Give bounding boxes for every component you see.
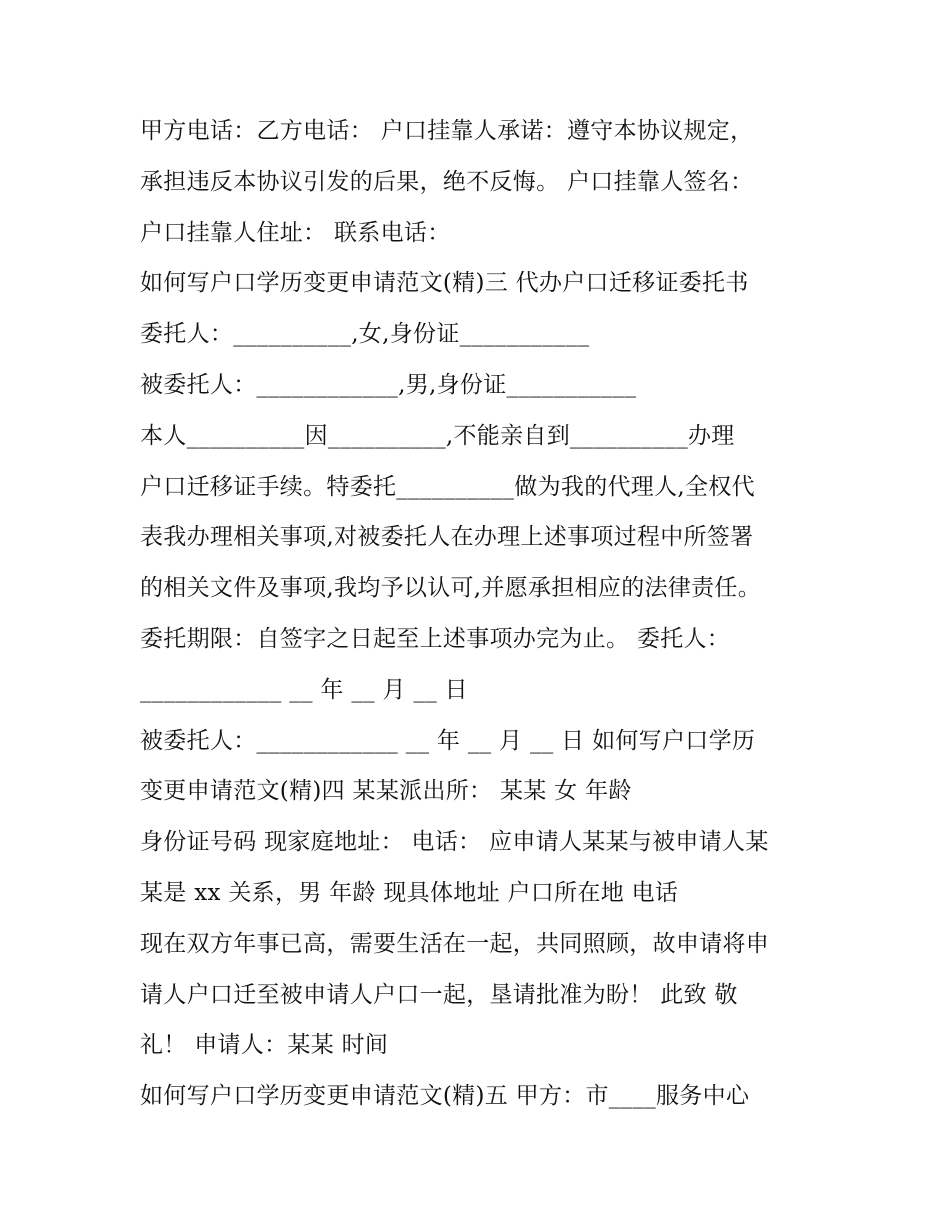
text-line: 请人户口迁至被申请人户口一起，垦请批准为盼！ 此致 敬 (140, 981, 738, 1008)
text-line: 委托期限：自签字之日起至上述事项办完为止。 委托人： (140, 625, 731, 652)
text-line: ____________ __ 年 __ 月 __ 日 (140, 676, 468, 703)
text-line: 甲方电话：乙方电话： 户口挂靠人承诺：遵守本协议规定， (140, 118, 754, 144)
text-line: 的相关文件及事项,我均予以认可,并愿承担相应的法律责任。 (140, 575, 762, 602)
text-line: 被委托人：____________,男,身份证___________ (140, 371, 637, 398)
text-line: 本人__________因__________,不能亲自到__________办理 (140, 422, 735, 449)
text-line: 被委托人：____________ __ 年 __ 月 __ 日 如何写户口学历 (140, 727, 756, 754)
text-line: 礼！ 申请人：某某 时间 (140, 1032, 389, 1059)
text-line: 委托人：__________,女,身份证___________ (140, 321, 590, 348)
text-line: 承担违反本协议引发的后果，绝不反悔。 户口挂靠人签名： (140, 168, 754, 195)
text-line: 表我办理相关事项,对被委托人在办理上述事项过程中所签署 (140, 524, 754, 551)
text-line: 变更申请范文(精)四 某某派出所： 某某 女 年龄 (140, 778, 632, 805)
document-body (140, 106, 830, 1122)
text-line: 现在双方年事已高，需要生活在一起，共同照顾，故申请将申 (140, 930, 770, 957)
text-line: 户口迁移证手续。特委托__________做为我的代理人,全权代 (140, 473, 755, 500)
text-line: 身份证号码 现家庭地址： 电话： 应申请人某某与被申请人某 (140, 829, 769, 856)
text-line: 户口挂靠人住址： 联系电话： (140, 219, 451, 246)
text-line: 如何写户口学历变更申请范文(精)三 代办户口迁移证委托书 (140, 270, 749, 297)
text-line: 如何写户口学历变更申请范文(精)五 甲方：市____服务中心 (140, 1083, 750, 1110)
text-line: 某是 xx 关系，男 年龄 现具体地址 户口所在地 电话 (140, 879, 679, 906)
